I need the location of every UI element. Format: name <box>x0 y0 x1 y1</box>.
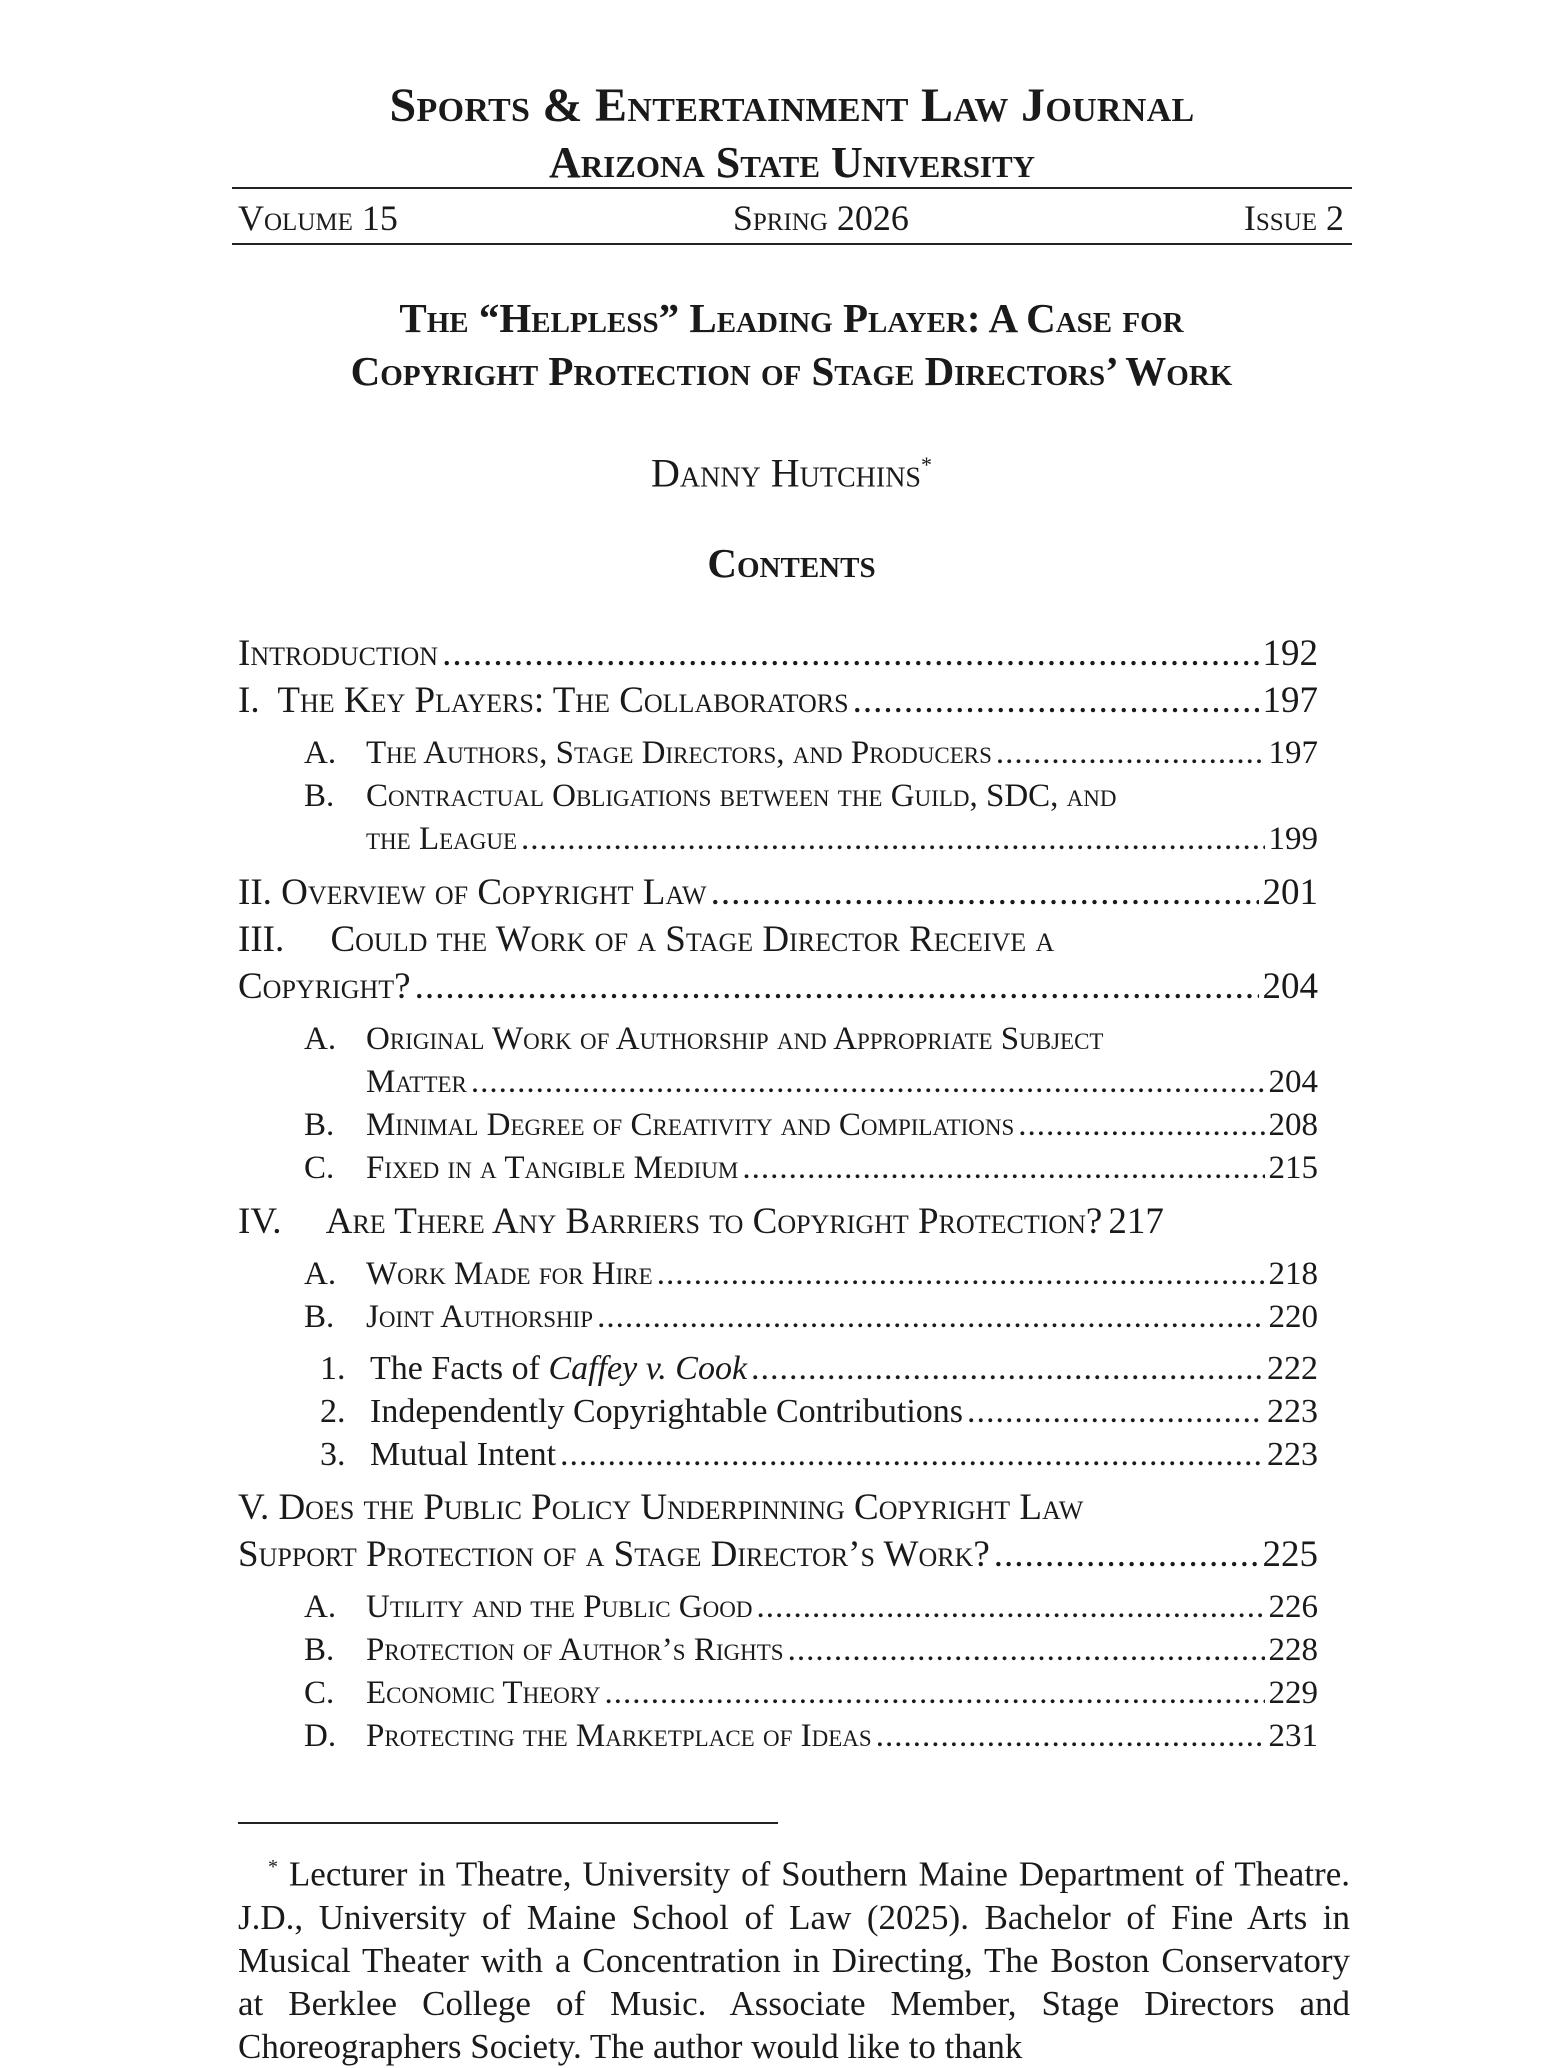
toc-entry-label: IV. Are There Any Barriers to Copyright Protection? <box>238 1201 1103 1242</box>
toc-entry-number: B. <box>304 1299 335 1335</box>
toc-page-number: 220 <box>1268 1299 1318 1335</box>
table-of-contents <box>238 630 1318 1758</box>
toc-leader-dots <box>471 1061 1265 1104</box>
article-title <box>160 292 1423 398</box>
toc-entry-label: Contractual Obligations between the Guild, SDC, and <box>366 778 1117 814</box>
footnote-mark: * <box>268 1856 278 1878</box>
toc-entry-label: Work Made for Hire <box>366 1256 653 1292</box>
toc-entry-label: Joint Authorship <box>366 1299 594 1335</box>
toc-leader-dots <box>605 1672 1265 1715</box>
toc-entry-label: III. Could the Work of a Stage Director Receive a <box>238 919 1055 960</box>
toc-entry-label <box>370 1347 747 1390</box>
toc-entry-label: The Authors, Stage Directors, and Producers <box>366 735 992 771</box>
journal-title: Sports & Entertainment Law Journal <box>389 79 1195 132</box>
toc-page-number: 199 <box>1268 821 1318 857</box>
toc-leader-dots <box>1018 1104 1264 1147</box>
toc-entry-part-4[interactable] <box>238 1198 1318 1245</box>
toc-leader-dots <box>742 1147 1264 1190</box>
toc-entry-label: Mutual Intent <box>370 1436 557 1473</box>
toc-entry-part-4b[interactable] <box>238 1296 1318 1339</box>
toc-entry-label: Fixed in a Tangible Medium <box>366 1150 739 1186</box>
toc-entry-number: A. <box>304 735 337 771</box>
toc-entry-number: A. <box>304 1589 337 1625</box>
toc-leader-dots <box>853 677 1259 724</box>
toc-entry-part-2[interactable] <box>238 869 1318 916</box>
toc-page-number: 201 <box>1262 872 1318 913</box>
toc-page-number: 204 <box>1262 966 1318 1007</box>
volume-label: Volume 15 <box>238 198 398 238</box>
toc-leader-dots <box>876 1715 1265 1758</box>
toc-entry-part-5-continued[interactable] <box>238 1531 1318 1578</box>
toc-entry-label: I. The Key Players: The Collaborators <box>238 680 849 721</box>
contents-heading: Contents <box>707 540 876 586</box>
issue-line <box>238 196 1344 240</box>
toc-entry-part-1a[interactable] <box>238 732 1318 775</box>
masthead-bottom-rule <box>232 243 1352 245</box>
toc-entry-label: Utility and the Public Good <box>366 1589 753 1625</box>
toc-entry-number: D. <box>304 1718 337 1754</box>
toc-entry-label: Economic Theory <box>366 1675 601 1711</box>
toc-entry-number: B. <box>304 1107 335 1143</box>
toc-leader-dots <box>967 1390 1263 1433</box>
toc-entry-part-4b-1[interactable] <box>238 1347 1318 1390</box>
toc-entry-label: Minimal Degree of Creativity and Compilations <box>366 1107 1015 1143</box>
toc-entry-label: Protecting the Marketplace of Ideas <box>366 1718 872 1754</box>
toc-leader-dots <box>560 1433 1263 1476</box>
toc-entry-part-3a-continued[interactable] <box>238 1061 1318 1104</box>
toc-leader-dots <box>415 963 1259 1010</box>
toc-entry-part-1b-continued[interactable] <box>238 818 1318 861</box>
university-name: Arizona State University <box>548 138 1036 187</box>
toc-entry-number: 1. <box>320 1350 346 1387</box>
toc-entry-part-3c[interactable] <box>238 1147 1318 1190</box>
toc-page-number: 231 <box>1268 1718 1318 1754</box>
toc-page-number: 208 <box>1268 1107 1318 1143</box>
case-name: Caffey v. Cook <box>548 1350 748 1387</box>
toc-entry-part-5d[interactable] <box>238 1715 1318 1758</box>
toc-entry-introduction[interactable] <box>238 630 1318 677</box>
toc-entry-label: Protection of Author’s Rights <box>366 1632 784 1668</box>
toc-entry-part-4b-2[interactable] <box>238 1390 1318 1433</box>
toc-leader-dots <box>442 630 1258 677</box>
author-name <box>160 440 1423 498</box>
footnote-text: Lecturer in Theatre, University of Southern Maine Department of Theatre. J.D., University of Maine School of Law (2025). Bachelor of Fine Arts in Musical Theater with a Concentration in Directing, The Boston Conservatory at Berklee College of Music. Associate Member, Stage Directors and Choreographers Society. The author would like to thank <box>238 1854 1350 2066</box>
masthead-top-rule <box>232 187 1352 189</box>
toc-entry-number: 2. <box>320 1393 346 1430</box>
toc-page-number: 229 <box>1268 1675 1318 1711</box>
toc-leader-dots <box>597 1296 1264 1339</box>
toc-entry-number: A. <box>304 1021 337 1057</box>
toc-entry-label: Matter <box>366 1064 467 1100</box>
toc-page-number: 192 <box>1262 633 1318 674</box>
toc-entry-label: Introduction <box>238 633 439 674</box>
toc-page-number: 215 <box>1268 1150 1318 1186</box>
toc-page-number: 222 <box>1267 1350 1318 1387</box>
toc-page-number: 204 <box>1268 1064 1318 1100</box>
toc-entry-part-5a[interactable] <box>238 1586 1318 1629</box>
toc-leader-dots <box>711 869 1259 916</box>
toc-leader-dots <box>994 1531 1259 1578</box>
toc-page-number: 223 <box>1267 1436 1318 1473</box>
toc-entry-number: A. <box>304 1256 337 1292</box>
toc-leader-dots <box>521 818 1264 861</box>
toc-entry-label: Support Protection of a Stage Director’s Work? <box>238 1534 990 1575</box>
toc-page-number: 226 <box>1268 1589 1318 1625</box>
toc-page-number: 218 <box>1268 1256 1318 1292</box>
toc-entry-part-4a[interactable] <box>238 1253 1318 1296</box>
toc-entry-part-3a[interactable] <box>238 1018 1318 1061</box>
toc-entry-label: the League <box>366 821 518 857</box>
toc-entry-part-3b[interactable] <box>238 1104 1318 1147</box>
toc-page-number: 197 <box>1268 735 1318 771</box>
toc-entry-part-1b[interactable] <box>238 775 1318 818</box>
toc-entry-part-5[interactable] <box>238 1484 1318 1531</box>
season-label: Spring 2026 <box>732 198 909 238</box>
toc-page-number: 217 <box>1108 1201 1164 1242</box>
masthead <box>232 78 1352 190</box>
toc-entry-number: C. <box>304 1150 335 1186</box>
toc-leader-dots <box>751 1347 1263 1390</box>
toc-entry-part-5c[interactable] <box>238 1672 1318 1715</box>
toc-entry-number: B. <box>304 1632 335 1668</box>
toc-entry-label: Original Work of Authorship and Appropriate Subject <box>366 1021 1104 1057</box>
author-text: Danny Hutchins <box>651 450 921 496</box>
toc-entry-number: C. <box>304 1675 335 1711</box>
toc-entry-label: V. Does the Public Policy Underpinning Copyright Law <box>238 1487 1084 1528</box>
toc-entry-label: Copyright? <box>238 966 411 1007</box>
toc-leader-dots <box>756 1586 1264 1629</box>
toc-entry-part-3-continued[interactable] <box>238 963 1318 1010</box>
issue-label: Issue 2 <box>1243 198 1344 238</box>
toc-entry-label: Independently Copyrightable Contributions <box>370 1393 964 1430</box>
toc-entry-part-4b-3[interactable] <box>238 1433 1318 1476</box>
toc-page-number: 223 <box>1267 1393 1318 1430</box>
toc-entry-number: 3. <box>320 1436 346 1473</box>
toc-page-number: 228 <box>1268 1632 1318 1668</box>
toc-entry-part-5b[interactable] <box>238 1629 1318 1672</box>
toc-page-number: 225 <box>1262 1534 1318 1575</box>
toc-leader-dots <box>788 1629 1265 1672</box>
toc-entry-label: II. Overview of Copyright Law <box>238 872 707 913</box>
toc-leader-dots <box>996 732 1265 775</box>
article-title-line-2: Copyright Protection of Stage Directors’ Work <box>350 348 1233 394</box>
footnote <box>238 1846 1350 2068</box>
article-title-line-1: The “Helpless” Leading Player: A Case for <box>399 295 1184 341</box>
author-footnote-mark: * <box>921 452 932 477</box>
toc-entry-label-prefix: The Facts of <box>370 1350 549 1387</box>
toc-entry-number: B. <box>304 778 335 814</box>
toc-page-number: 197 <box>1262 680 1318 721</box>
footnote-separator <box>238 1822 778 1824</box>
toc-entry-part-1[interactable] <box>238 677 1318 724</box>
toc-entry-part-3[interactable] <box>238 916 1318 963</box>
toc-leader-dots <box>657 1253 1265 1296</box>
